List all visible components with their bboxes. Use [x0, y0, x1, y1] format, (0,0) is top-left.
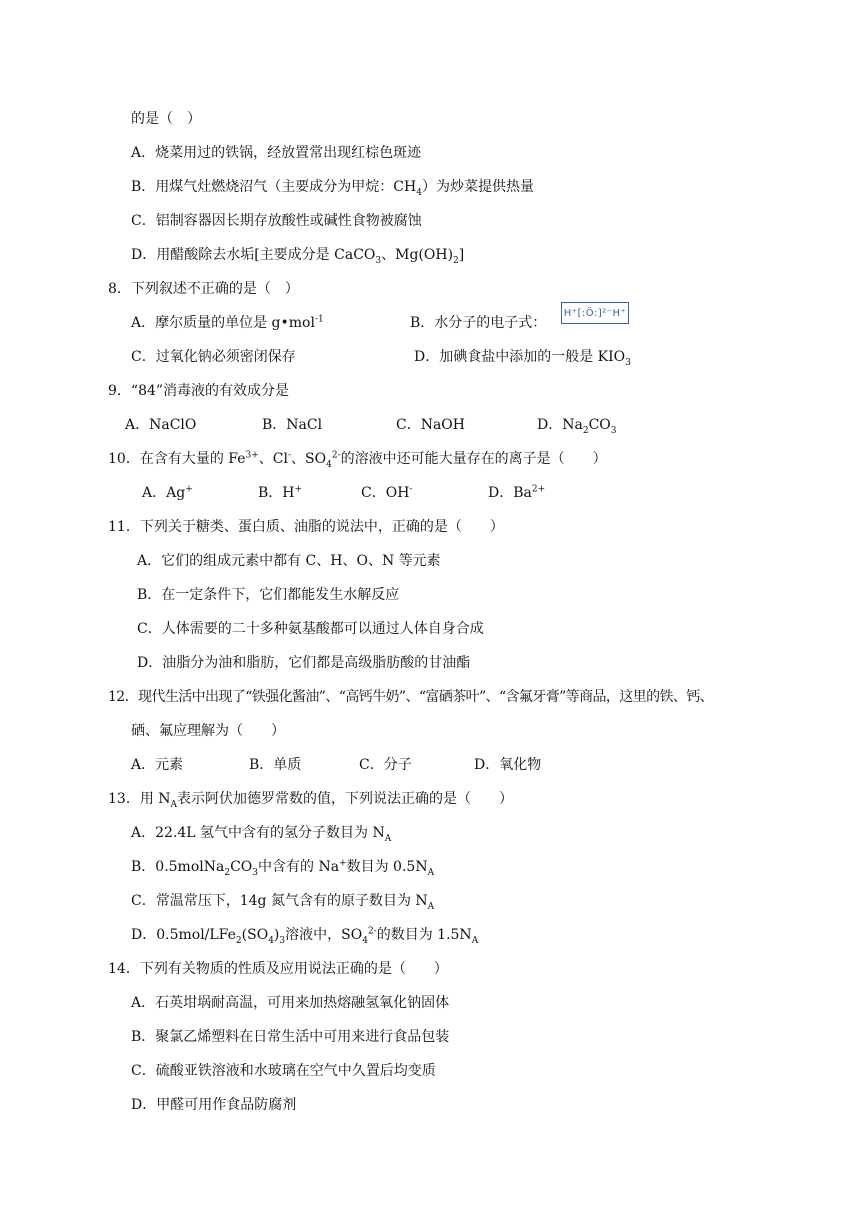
q13-stem: 13．用 $N_A$表示阿伏加德罗常数的值，下列说法正确的是（ ） [108, 791, 514, 810]
q9-stem: 9．“84”消毒液的有效成分是 [108, 383, 290, 399]
q10-option-b: B．H+ [258, 484, 303, 501]
q14-option-b: B．聚氯乙烯塑料在日常生活中可用来进行食品包装 [131, 1029, 450, 1045]
q9-option-d: D．$Na_2CO_3$ [537, 417, 617, 436]
q9-option-a: A．NaClO [125, 417, 197, 433]
q13-option-c: C．常温常压下，14g 氮气含有的原子数目为 $N_A$ [131, 893, 435, 912]
q11-option-d: D．油脂分为油和脂肪，它们都是高级脂肪酸的甘油酯 [137, 655, 471, 671]
q13-option-d: D．$0.5mol/LFe_2(SO_4)_3$溶液中，$SO_4^{2-}$的数目为 $1.5N_A$ [131, 926, 479, 946]
q12-option-b: B．单质 [249, 757, 302, 773]
q9-option-b: B．NaCl [262, 417, 323, 433]
q13-option-b: B．$0.5molNa_2CO_3$中含有的 Na+数目为 $0.5N_A$ [131, 858, 435, 878]
q8-option-b: B．水分子的电子式： [410, 315, 547, 331]
q11-option-b: B．在一定条件下，它们都能发生水解反应 [137, 587, 400, 603]
q7-option-c: C．铝制容器因长期存放酸性或碱性食物被腐蚀 [131, 213, 422, 229]
q11-stem: 11．下列关于糖类、蛋白质、油脂的说法中，正确的是（ ） [108, 519, 504, 535]
q8-option-d: D．加碘食盐中添加的一般是 $KIO_3$ [414, 349, 631, 368]
q10-option-d: D．$Ba^{2+}$ [488, 484, 546, 501]
q14-stem: 14．下列有关物质的性质及应用说法正确的是（ ） [108, 961, 448, 977]
q14-option-d: D．甲醛可用作食品防腐剂 [131, 1097, 297, 1113]
q7-option-a: A．烧菜用过的铁锅，经放置常出现红棕色斑迹 [131, 145, 422, 161]
q7-option-d: D．用醋酸除去水垢[主要成分是 CaCO$_3$、$Mg(OH)_2$] [131, 247, 465, 266]
q12-option-a: A．元素 [131, 757, 184, 773]
q10-stem: 10．在含有大量的 $Fe^{3+}$、Cl-、$SO_4^{2-}$的溶液中还可能大量存在的离子是（ ） [108, 450, 607, 470]
q14-option-c: C．硫酸亚铁溶液和水玻璃在空气中久置后均变质 [131, 1063, 436, 1079]
q12-option-c: C．分子 [359, 757, 412, 773]
q10-option-a: A．Ag+ [142, 484, 193, 501]
q12-stem-line1: 12．现代生活中出现了“铁强化酱油”、“高钙牛奶”、“富硒茶叶”、“含氟牙膏”等商品，这里的铁、钙、 [108, 689, 714, 705]
q8-option-c: C．过氧化钠必须密闭保存 [131, 349, 296, 365]
q11-option-a: A．它们的组成元素中都有 C、H、O、N 等元素 [137, 553, 441, 569]
q11-option-c: C．人体需要的二十多种氨基酸都可以通过人体自身合成 [137, 621, 484, 637]
q7-stem-tail: 的是（ ） [131, 111, 201, 127]
water-electron-formula-image: H⁺[:Ö:]²⁻H⁺ [561, 302, 629, 324]
q10-option-c: C．OH- [361, 484, 413, 501]
q13-option-a: A．22.4L 氢气中含有的氢分子数目为 $N_A$ [131, 825, 392, 844]
q7-option-b: B．用煤气灶燃烧沼气（主要成分为甲烷：$CH_4$）为炒菜提供热量 [131, 179, 534, 198]
q14-option-a: A．石英坩埚耐高温，可用来加热熔融氢氧化钠固体 [131, 995, 450, 1011]
q8-stem: 8．下列叙述不正确的是（ ） [108, 281, 299, 297]
q12-option-d: D．氧化物 [474, 757, 542, 773]
q12-stem-line2: 硒、氟应理解为（ ） [131, 723, 285, 739]
q8-option-a: A．摩尔质量的单位是 g•mol$^{-1}$ [131, 314, 324, 331]
q9-option-c: C．NaOH [396, 417, 465, 433]
